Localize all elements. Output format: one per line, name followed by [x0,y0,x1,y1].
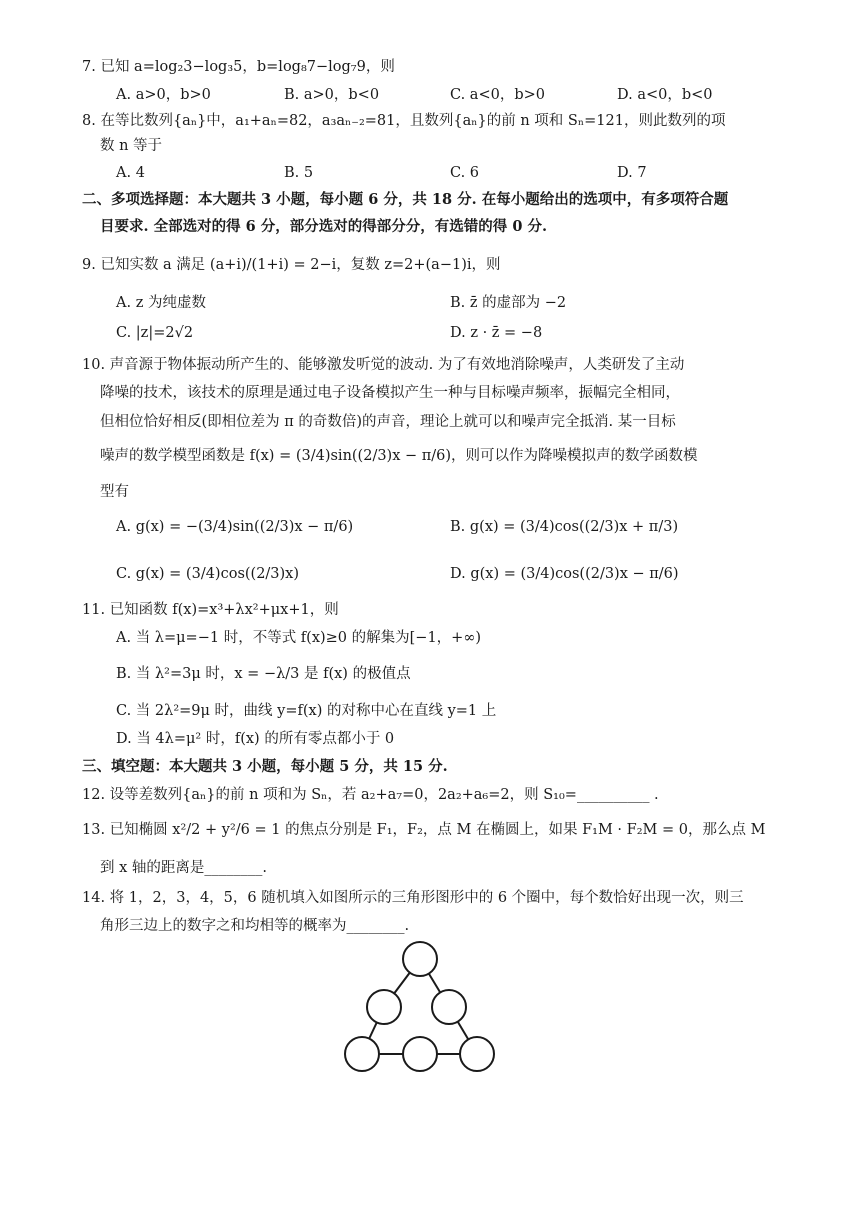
q9-stem: 9. 已知实数 a 满足 (a+i)/(1+i) = 2−i，复数 z=2+(a−1)i，则 [82,257,501,273]
q9-option-d: D. z · z̄ = −8 [450,325,543,341]
q10-line-2: 降噪的技术，该技术的原理是通过电子设备模拟产生一种与目标噪声频率，振幅完全相同， [100,385,680,401]
q8-option-c: C. 6 [450,165,480,181]
q14-line-2: 角形三边上的数字之和均相等的概率为________. [100,918,410,934]
circle-top [403,942,437,976]
q8-stem-cont: 数 n 等于 [100,138,163,154]
q9-option-c: C. |z|=2√2 [116,325,194,341]
q8-option-a: A. 4 [116,165,145,181]
q13-line-2: 到 x 轴的距离是________. [100,860,268,876]
q11-option-a: A. 当 λ=μ=−1 时，不等式 f(x)≥0 的解集为[−1，+∞) [116,630,482,646]
q10-option-c: C. g(x) = (3/4)cos((2/3)x) [116,566,300,582]
q10-line-4: 噪声的数学模型函数是 f(x) = (3/4)sin((2/3)x − π/6)，则可以作为降噪模拟声的数学函数模 [100,448,698,464]
q7-option-d: D. a<0，b<0 [617,87,713,103]
q11-option-d: D. 当 4λ=μ² 时，f(x) 的所有零点都小于 0 [116,731,395,747]
q10-line-5: 型有 [100,484,129,500]
circle-left-middle [367,990,401,1024]
q12-stem: 12. 设等差数列{aₙ}的前 n 项和为 Sₙ，若 a₂+a₇=0，2a₂+a₆=2，则 S₁₀=__________ . [82,787,659,803]
triangle-circle-figure [338,938,508,1078]
q8-stem: 8. 在等比数列{aₙ}中，a₁+aₙ=82，a₃aₙ₋₂=81，且数列{aₙ}的前 n 项和 Sₙ=121，则此数列的项 [82,113,726,129]
q7-stem: 7. 已知 a=log₂3−log₃5，b=log₈7−log₇9，则 [82,59,395,75]
q13-line-1: 13. 已知椭圆 x²/2 + y²/6 = 1 的焦点分别是 F₁，F₂，点 M 在椭圆上，如果 F₁M · F₂M = 0，那么点 M [82,822,766,838]
section3-heading: 三、填空题：本大题共 3 小题，每小题 5 分，共 15 分. [82,758,448,775]
q10-line-1: 10. 声音源于物体振动所产生的、能够激发听觉的波动. 为了有效地消除噪声，人类研发了主动 [82,357,685,373]
q7-option-c: C. a<0，b>0 [450,87,545,103]
circle-bottom-middle [403,1037,437,1071]
q10-option-b: B. g(x) = (3/4)cos((2/3)x + π/3) [450,519,679,535]
circle-right-middle [432,990,466,1024]
q14-line-1: 14. 将 1，2，3，4，5，6 随机填入如图所示的三角形图形中的 6 个圈中，每个数恰好出现一次，则三 [82,890,744,906]
q10-option-a: A. g(x) = −(3/4)sin((2/3)x − π/6) [116,519,354,535]
q8-option-d: D. 7 [617,165,647,181]
q10-line-3: 但相位恰好相反(即相位差为 π 的奇数倍)的声音，理论上就可以和噪声完全抵消. 某一目标 [100,414,676,430]
q9-option-a: A. z 为纯虚数 [116,295,206,311]
q11-option-c: C. 当 2λ²=9μ 时，曲线 y=f(x) 的对称中心在直线 y=1 上 [116,703,497,719]
q11-option-b: B. 当 λ²=3μ 时，x = −λ/3 是 f(x) 的极值点 [116,666,411,682]
section2-heading: 二、多项选择题：本大题共 3 小题，每小题 6 分，共 18 分. 在每小题给出的选项中，有多项符合题 [82,191,729,208]
q8-option-b: B. 5 [284,165,314,181]
q9-option-b: B. z̄ 的虚部为 −2 [450,295,567,311]
circle-bottom-right [460,1037,494,1071]
q10-option-d: D. g(x) = (3/4)cos((2/3)x − π/6) [450,566,679,582]
section2-heading-cont: 目要求. 全部选对的得 6 分，部分选对的得部分分，有选错的得 0 分. [100,218,548,235]
q7-option-b: B. a>0，b<0 [284,87,380,103]
circle-bottom-left [345,1037,379,1071]
q7-option-a: A. a>0，b>0 [116,87,211,103]
q11-stem: 11. 已知函数 f(x)=x³+λx²+μx+1，则 [82,602,339,618]
